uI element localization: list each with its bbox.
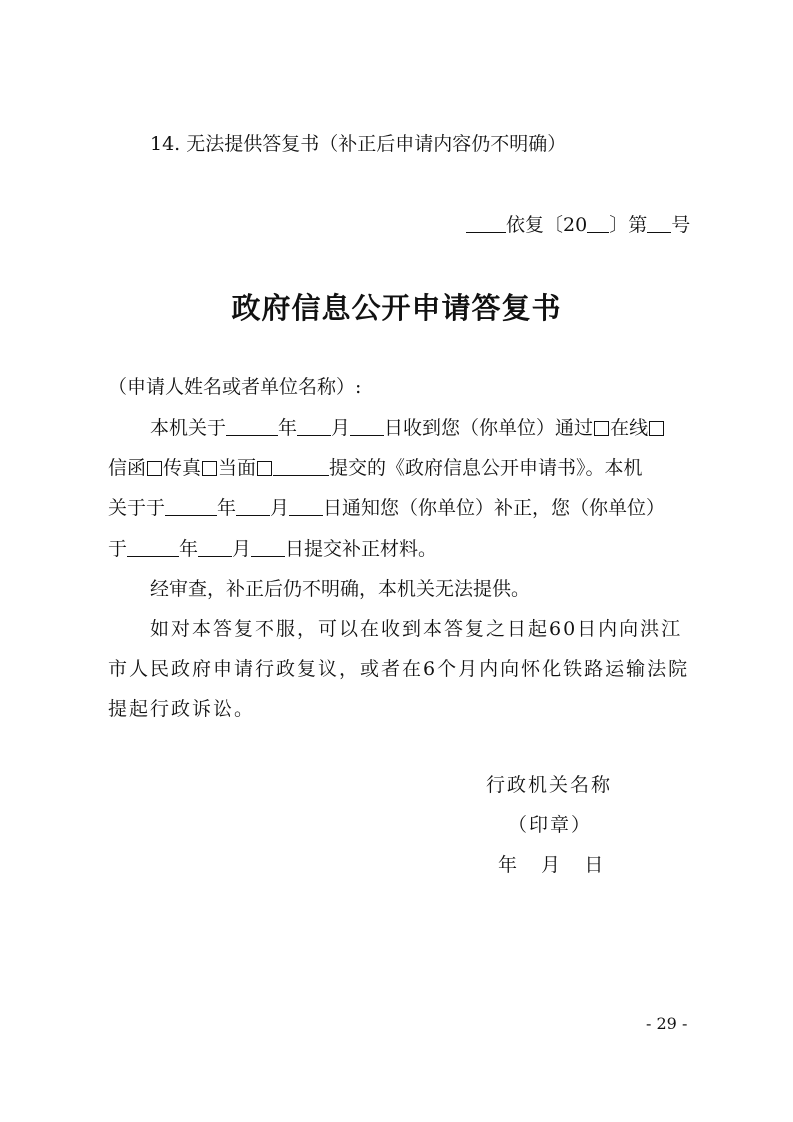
paragraph-2: 经审查，补正后仍不明确，本机关无法提供。: [150, 578, 531, 600]
paragraph-1-line-2: 信函 传真 当面 提交的《政府信息公开申请书》。本机: [108, 457, 643, 479]
checkbox-other: [257, 461, 272, 476]
signature-seal: （印章）: [508, 814, 593, 836]
paragraph-1-line-1: 本机关于 年 月 日收到您（你单位）通过 在线: [150, 416, 665, 440]
checkbox-letter: [649, 421, 664, 436]
paragraph-3-line-1: 如对本答复不服，可以在收到本答复之日起60日内向洪江: [150, 618, 683, 640]
checkbox-fax: [147, 461, 162, 476]
checkbox-in-person: [202, 461, 217, 476]
blank-year: [587, 213, 609, 233]
paragraph-1-line-4: 于 年 月 日提交补正材料。: [108, 538, 438, 560]
checkbox-online: [594, 421, 609, 436]
section-heading: 14. 无法提供答复书（补正后申请内容仍不明确）: [150, 133, 567, 155]
paragraph-3-line-3: 提起行政诉讼。: [108, 698, 256, 720]
page-number: - 29 -: [646, 1014, 688, 1033]
document-number: 依复〔20 〕第 号: [466, 213, 690, 237]
page-title: 政府信息公开申请答复书: [231, 291, 562, 325]
signature-date: 年 月 日: [498, 854, 604, 876]
blank-number: [647, 213, 671, 233]
addressee: （申请人姓名或者单位名称）:: [108, 376, 362, 398]
paragraph-3-line-2: 市人民政府申请行政复议，或者在6个月内向怀化铁路运输法院: [108, 658, 690, 680]
signature-org: 行政机关名称: [486, 774, 613, 796]
blank-issuer: [466, 213, 506, 233]
paragraph-1-line-3: 关于于 年 月 日通知您（你单位）补正，您（你单位）: [108, 497, 666, 519]
